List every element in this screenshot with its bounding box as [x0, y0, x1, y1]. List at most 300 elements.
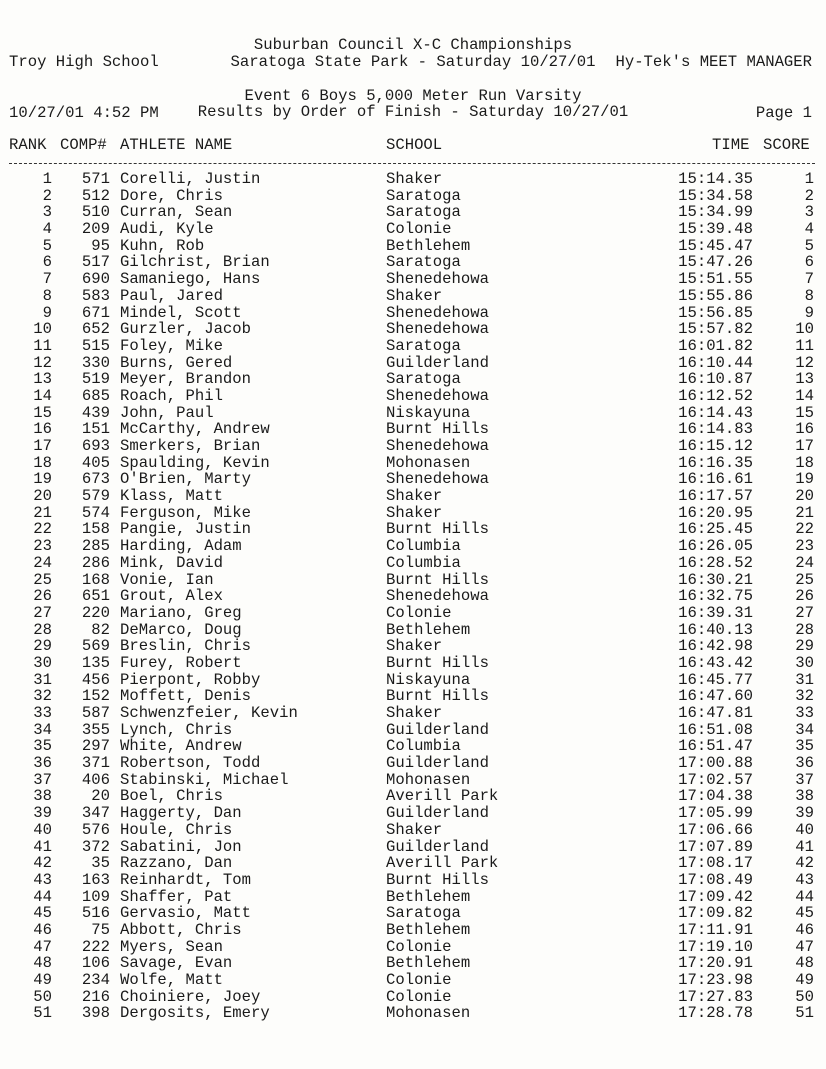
result-comp-number: 297: [81, 737, 110, 756]
result-rank: 10: [33, 320, 52, 339]
result-comp-number: 673: [81, 470, 110, 489]
result-school: Mohonasen: [386, 770, 471, 789]
result-row: [0, 1005, 826, 1022]
result-athlete-name: Dore, Chris: [120, 186, 223, 205]
result-rank: 30: [33, 653, 52, 672]
result-score: 13: [795, 370, 814, 389]
result-score: 19: [795, 470, 814, 489]
result-comp-number: 685: [81, 386, 110, 405]
result-athlete-name: Moffett, Denis: [120, 687, 252, 706]
result-athlete-name: Vonie, Ian: [120, 570, 214, 589]
result-rank: 19: [33, 470, 52, 489]
result-school: Colonie: [386, 971, 452, 989]
result-comp-number: 135: [81, 653, 110, 672]
result-athlete-name: DeMarco, Doug: [120, 620, 242, 639]
result-rank: 31: [33, 670, 52, 689]
result-time: 16:32.75: [678, 587, 753, 606]
result-comp-number: 574: [81, 503, 110, 522]
result-time: 16:43.42: [678, 653, 753, 672]
result-score: 17: [795, 437, 814, 455]
meet-venue: Saratoga State Park - Saturday 10/27/01: [230, 53, 596, 71]
result-time: 16:42.98: [678, 637, 753, 656]
result-time: 17:09.42: [678, 887, 753, 906]
result-score: 31: [795, 670, 814, 689]
result-row: [0, 905, 826, 922]
result-time: 16:40.13: [678, 620, 753, 639]
result-time: 15:39.48: [678, 220, 753, 239]
result-comp-number: 569: [81, 637, 110, 656]
result-school: Shaker: [386, 820, 443, 839]
result-school: Guilderland: [386, 353, 489, 372]
result-comp-number: 285: [81, 537, 110, 556]
print-timestamp: 10/27/01 4:52 PM: [9, 104, 159, 122]
result-athlete-name: Corelli, Justin: [120, 170, 261, 188]
result-rank: 1: [42, 170, 52, 188]
result-time: 16:10.44: [678, 353, 753, 372]
result-rank: 43: [33, 870, 52, 889]
result-time: 16:10.87: [678, 370, 753, 389]
result-score: 18: [795, 453, 814, 472]
result-school: Guilderland: [386, 804, 489, 823]
result-time: 15:34.99: [678, 203, 753, 222]
result-school: Saratoga: [386, 253, 461, 272]
result-rank: 29: [33, 637, 52, 656]
result-comp-number: 398: [81, 1004, 110, 1023]
result-school: Colonie: [386, 987, 452, 1006]
result-row: [0, 972, 826, 989]
result-rank: 4: [42, 220, 52, 239]
result-comp-number: 651: [81, 587, 110, 606]
result-time: 16:15.12: [678, 437, 753, 455]
result-time: 17:28.78: [678, 1004, 753, 1023]
result-time: 16:25.45: [678, 520, 753, 539]
result-row: [0, 188, 826, 205]
result-comp-number: 406: [81, 770, 110, 789]
result-school: Shenedehowa: [386, 303, 489, 322]
result-score: 23: [795, 537, 814, 556]
result-score: 15: [795, 403, 814, 422]
result-school: Niskayuna: [386, 403, 471, 422]
result-comp-number: 576: [81, 820, 110, 839]
result-score: 14: [795, 386, 814, 405]
result-time: 17:19.10: [678, 937, 753, 956]
result-rank: 45: [33, 904, 52, 923]
result-school: Bethlehem: [386, 954, 471, 973]
result-comp-number: 583: [81, 286, 110, 305]
result-athlete-name: Klass, Matt: [120, 487, 223, 506]
result-school: Bethlehem: [386, 620, 471, 639]
result-athlete-name: Roach, Phil: [120, 386, 223, 405]
result-score: 35: [795, 737, 814, 756]
result-school: Bethlehem: [386, 236, 471, 255]
result-school: Shaker: [386, 704, 443, 722]
result-score: 34: [795, 720, 814, 739]
result-row: [0, 321, 826, 338]
result-rank: 40: [33, 820, 52, 839]
result-athlete-name: Abbott, Chris: [120, 920, 242, 939]
column-header-row: [0, 137, 826, 154]
result-school: Shenedehowa: [386, 587, 489, 606]
result-athlete-name: Gilchrist, Brian: [120, 253, 270, 272]
result-athlete-name: White, Andrew: [120, 737, 242, 756]
result-athlete-name: Breslin, Chris: [120, 637, 252, 656]
result-rank: 3: [42, 203, 52, 222]
result-comp-number: 220: [81, 603, 110, 622]
result-school: Burnt Hills: [386, 687, 489, 706]
result-school: Bethlehem: [386, 887, 471, 906]
result-comp-number: 693: [81, 437, 110, 455]
result-score: 26: [795, 587, 814, 606]
result-row: [0, 989, 826, 1006]
result-time: 16:12.52: [678, 386, 753, 405]
result-score: 50: [795, 987, 814, 1006]
header-divider: [9, 153, 815, 164]
result-athlete-name: Sabatini, Jon: [120, 837, 242, 856]
result-rank: 23: [33, 537, 52, 556]
result-row: [0, 488, 826, 505]
result-row: [0, 254, 826, 271]
result-school: Mohonasen: [386, 1004, 471, 1023]
result-comp-number: 690: [81, 270, 110, 289]
result-row: [0, 288, 826, 305]
result-athlete-name: Razzano, Dan: [120, 854, 233, 873]
result-rank: 21: [33, 503, 52, 522]
meet-name: Suburban Council X-C Championships: [253, 36, 573, 54]
result-athlete-name: Mariano, Greg: [120, 603, 242, 622]
result-score: 46: [795, 920, 814, 939]
result-comp-number: 372: [81, 837, 110, 856]
result-athlete-name: Meyer, Brandon: [120, 370, 252, 389]
result-athlete-name: Mindel, Scott: [120, 303, 242, 322]
result-comp-number: 456: [81, 670, 110, 689]
result-rank: 37: [33, 770, 52, 789]
result-time: 16:30.21: [678, 570, 753, 589]
result-comp-number: 439: [81, 403, 110, 422]
result-rank: 5: [42, 236, 52, 255]
result-time: 17:05.99: [678, 804, 753, 823]
result-score: 27: [795, 603, 814, 622]
result-score: 37: [795, 770, 814, 789]
result-school: Shenedehowa: [386, 386, 489, 405]
result-rank: 35: [33, 737, 52, 756]
result-row: [0, 955, 826, 972]
result-athlete-name: Furey, Robert: [120, 653, 242, 672]
result-athlete-name: Samaniego, Hans: [120, 270, 261, 289]
result-row: [0, 221, 826, 238]
result-time: 17:23.98: [678, 971, 753, 989]
result-school: Colonie: [386, 603, 452, 622]
result-school: Columbia: [386, 537, 461, 556]
result-rank: 32: [33, 687, 52, 706]
result-rank: 22: [33, 520, 52, 539]
result-comp-number: 510: [81, 203, 110, 222]
result-row: [0, 788, 826, 805]
result-school: Shenedehowa: [386, 320, 489, 339]
result-time: 15:34.58: [678, 186, 753, 205]
result-school: Averill Park: [386, 854, 499, 873]
result-comp-number: 109: [81, 887, 110, 906]
result-school: Guilderland: [386, 754, 489, 773]
result-school: Columbia: [386, 553, 461, 572]
result-score: 36: [795, 754, 814, 773]
result-school: Bethlehem: [386, 920, 471, 939]
result-comp-number: 209: [81, 220, 110, 239]
result-row: [0, 455, 826, 472]
result-row: [0, 822, 826, 839]
result-rank: 38: [33, 787, 52, 806]
result-comp-number: 517: [81, 253, 110, 272]
result-athlete-name: Choiniere, Joey: [120, 987, 261, 1006]
result-time: 17:27.83: [678, 987, 753, 1006]
result-athlete-name: Gurzler, Jacob: [120, 320, 252, 339]
result-time: 15:45.47: [678, 236, 753, 255]
result-rank: 18: [33, 453, 52, 472]
result-athlete-name: Paul, Jared: [120, 286, 223, 305]
result-school: Saratoga: [386, 904, 461, 923]
column-header-athlete: ATHLETE NAME: [120, 136, 233, 154]
result-school: Burnt Hills: [386, 570, 489, 589]
result-school: Mohonasen: [386, 453, 471, 472]
result-athlete-name: John, Paul: [120, 403, 214, 422]
result-comp-number: 35: [91, 854, 110, 873]
result-athlete-name: Mink, David: [120, 553, 223, 572]
page-number: Page 1: [755, 104, 812, 122]
result-school: Guilderland: [386, 837, 489, 856]
result-score: 11: [795, 336, 814, 355]
result-row: [0, 605, 826, 622]
result-rank: 28: [33, 620, 52, 639]
result-row: [0, 688, 826, 705]
result-comp-number: 158: [81, 520, 110, 539]
result-rank: 42: [33, 854, 52, 873]
result-score: 5: [804, 236, 814, 255]
result-score: 4: [804, 220, 814, 239]
result-score: 3: [804, 203, 814, 222]
result-score: 16: [795, 420, 814, 439]
result-comp-number: 286: [81, 553, 110, 572]
result-comp-number: 330: [81, 353, 110, 372]
result-comp-number: 152: [81, 687, 110, 706]
result-row: [0, 839, 826, 856]
column-header-school: SCHOOL: [386, 136, 443, 154]
result-athlete-name: Wolfe, Matt: [120, 971, 223, 989]
result-rank: 39: [33, 804, 52, 823]
result-row: [0, 572, 826, 589]
result-row: [0, 238, 826, 255]
result-score: 7: [804, 270, 814, 289]
results-subtitle: Results by Order of Finish - Saturday 10/27/01: [197, 103, 629, 121]
result-comp-number: 234: [81, 971, 110, 989]
result-row: [0, 889, 826, 906]
result-athlete-name: Grout, Alex: [120, 587, 223, 606]
result-row: [0, 588, 826, 605]
result-comp-number: 355: [81, 720, 110, 739]
result-time: 17:09.82: [678, 904, 753, 923]
result-time: 17:00.88: [678, 754, 753, 773]
result-time: 17:08.49: [678, 870, 753, 889]
result-rank: 36: [33, 754, 52, 773]
result-comp-number: 106: [81, 954, 110, 973]
column-header-time: TIME: [712, 136, 750, 154]
result-athlete-name: McCarthy, Andrew: [120, 420, 270, 439]
result-time: 16:47.81: [678, 704, 753, 722]
result-rank: 25: [33, 570, 52, 589]
result-rank: 33: [33, 704, 52, 722]
result-time: 16:28.52: [678, 553, 753, 572]
result-athlete-name: Dergosits, Emery: [120, 1004, 270, 1023]
result-athlete-name: Burns, Gered: [120, 353, 233, 372]
result-school: Shenedehowa: [386, 470, 489, 489]
result-time: 16:26.05: [678, 537, 753, 556]
result-comp-number: 405: [81, 453, 110, 472]
result-score: 43: [795, 870, 814, 889]
event-title: Event 6 Boys 5,000 Meter Run Varsity: [244, 87, 582, 105]
result-athlete-name: Shaffer, Pat: [120, 887, 233, 906]
result-time: 17:06.66: [678, 820, 753, 839]
result-school: Shaker: [386, 503, 443, 522]
result-score: 9: [804, 303, 814, 322]
result-row: [0, 471, 826, 488]
result-score: 2: [804, 186, 814, 205]
result-school: Burnt Hills: [386, 653, 489, 672]
result-time: 16:16.35: [678, 453, 753, 472]
result-school: Shenedehowa: [386, 437, 489, 455]
result-school: Saratoga: [386, 203, 461, 222]
result-row: [0, 805, 826, 822]
result-rank: 14: [33, 386, 52, 405]
result-rank: 27: [33, 603, 52, 622]
result-time: 15:47.26: [678, 253, 753, 272]
result-score: 29: [795, 637, 814, 656]
result-athlete-name: Pangie, Justin: [120, 520, 252, 539]
result-school: Niskayuna: [386, 670, 471, 689]
result-row: [0, 722, 826, 739]
result-comp-number: 347: [81, 804, 110, 823]
result-rank: 9: [42, 303, 52, 322]
result-rank: 13: [33, 370, 52, 389]
result-athlete-name: Haggerty, Dan: [120, 804, 242, 823]
result-row: [0, 555, 826, 572]
result-comp-number: 652: [81, 320, 110, 339]
result-athlete-name: Robertson, Todd: [120, 754, 261, 773]
result-row: [0, 638, 826, 655]
result-school: Burnt Hills: [386, 520, 489, 539]
result-score: 20: [795, 487, 814, 506]
result-row: [0, 705, 826, 722]
result-row: [0, 204, 826, 221]
result-rank: 44: [33, 887, 52, 906]
result-score: 21: [795, 503, 814, 522]
result-athlete-name: Ferguson, Mike: [120, 503, 252, 522]
result-score: 33: [795, 704, 814, 722]
result-school: Averill Park: [386, 787, 499, 806]
result-athlete-name: Stabinski, Michael: [120, 770, 289, 789]
result-row: [0, 305, 826, 322]
result-school: Shaker: [386, 637, 443, 656]
result-school: Guilderland: [386, 720, 489, 739]
result-score: 38: [795, 787, 814, 806]
result-rank: 7: [42, 270, 52, 289]
result-row: [0, 755, 826, 772]
result-time: 17:02.57: [678, 770, 753, 789]
result-score: 25: [795, 570, 814, 589]
result-row: [0, 655, 826, 672]
result-school: Shenedehowa: [386, 270, 489, 289]
result-score: 24: [795, 553, 814, 572]
result-comp-number: 222: [81, 937, 110, 956]
result-athlete-name: Lynch, Chris: [120, 720, 233, 739]
result-athlete-name: Reinhardt, Tom: [120, 870, 252, 889]
result-time: 15:55.86: [678, 286, 753, 305]
result-comp-number: 371: [81, 754, 110, 773]
result-rank: 26: [33, 587, 52, 606]
result-score: 44: [795, 887, 814, 906]
result-comp-number: 82: [91, 620, 110, 639]
result-athlete-name: O'Brien, Marty: [120, 470, 252, 489]
result-rank: 2: [42, 186, 52, 205]
result-athlete-name: Gervasio, Matt: [120, 904, 252, 923]
result-row: [0, 939, 826, 956]
result-row: [0, 355, 826, 372]
results-list: [0, 171, 826, 1022]
column-header-comp: COMP#: [60, 136, 107, 154]
result-time: 17:11.91: [678, 920, 753, 939]
result-time: 15:56.85: [678, 303, 753, 322]
result-school: Burnt Hills: [386, 420, 489, 439]
result-row: [0, 505, 826, 522]
result-time: 16:51.47: [678, 737, 753, 756]
result-time: 15:51.55: [678, 270, 753, 289]
result-athlete-name: Myers, Sean: [120, 937, 223, 956]
result-score: 8: [804, 286, 814, 305]
result-rank: 15: [33, 403, 52, 422]
result-score: 30: [795, 653, 814, 672]
result-comp-number: 516: [81, 904, 110, 923]
result-score: 6: [804, 253, 814, 272]
result-time: 16:16.61: [678, 470, 753, 489]
result-score: 49: [795, 971, 814, 989]
result-athlete-name: Kuhn, Rob: [120, 236, 205, 255]
result-time: 16:47.60: [678, 687, 753, 706]
result-row: [0, 171, 826, 188]
result-row: [0, 438, 826, 455]
result-comp-number: 163: [81, 870, 110, 889]
result-rank: 46: [33, 920, 52, 939]
result-school: Saratoga: [386, 186, 461, 205]
result-row: [0, 371, 826, 388]
result-row: [0, 772, 826, 789]
result-athlete-name: Schwenzfeier, Kevin: [120, 704, 298, 722]
result-comp-number: 519: [81, 370, 110, 389]
result-time: 17:04.38: [678, 787, 753, 806]
result-school: Shaker: [386, 487, 443, 506]
result-rank: 16: [33, 420, 52, 439]
result-rank: 48: [33, 954, 52, 973]
result-row: [0, 672, 826, 689]
software-name: Hy-Tek's MEET MANAGER: [615, 53, 812, 71]
result-athlete-name: Foley, Mike: [120, 336, 223, 355]
result-school: Shaker: [386, 170, 443, 188]
result-time: 16:39.31: [678, 603, 753, 622]
result-rank: 24: [33, 553, 52, 572]
result-school: Colonie: [386, 220, 452, 239]
result-athlete-name: Audi, Kyle: [120, 220, 214, 239]
result-row: [0, 738, 826, 755]
result-rank: 20: [33, 487, 52, 506]
result-athlete-name: Boel, Chris: [120, 787, 223, 806]
result-score: 39: [795, 804, 814, 823]
result-athlete-name: Curran, Sean: [120, 203, 233, 222]
